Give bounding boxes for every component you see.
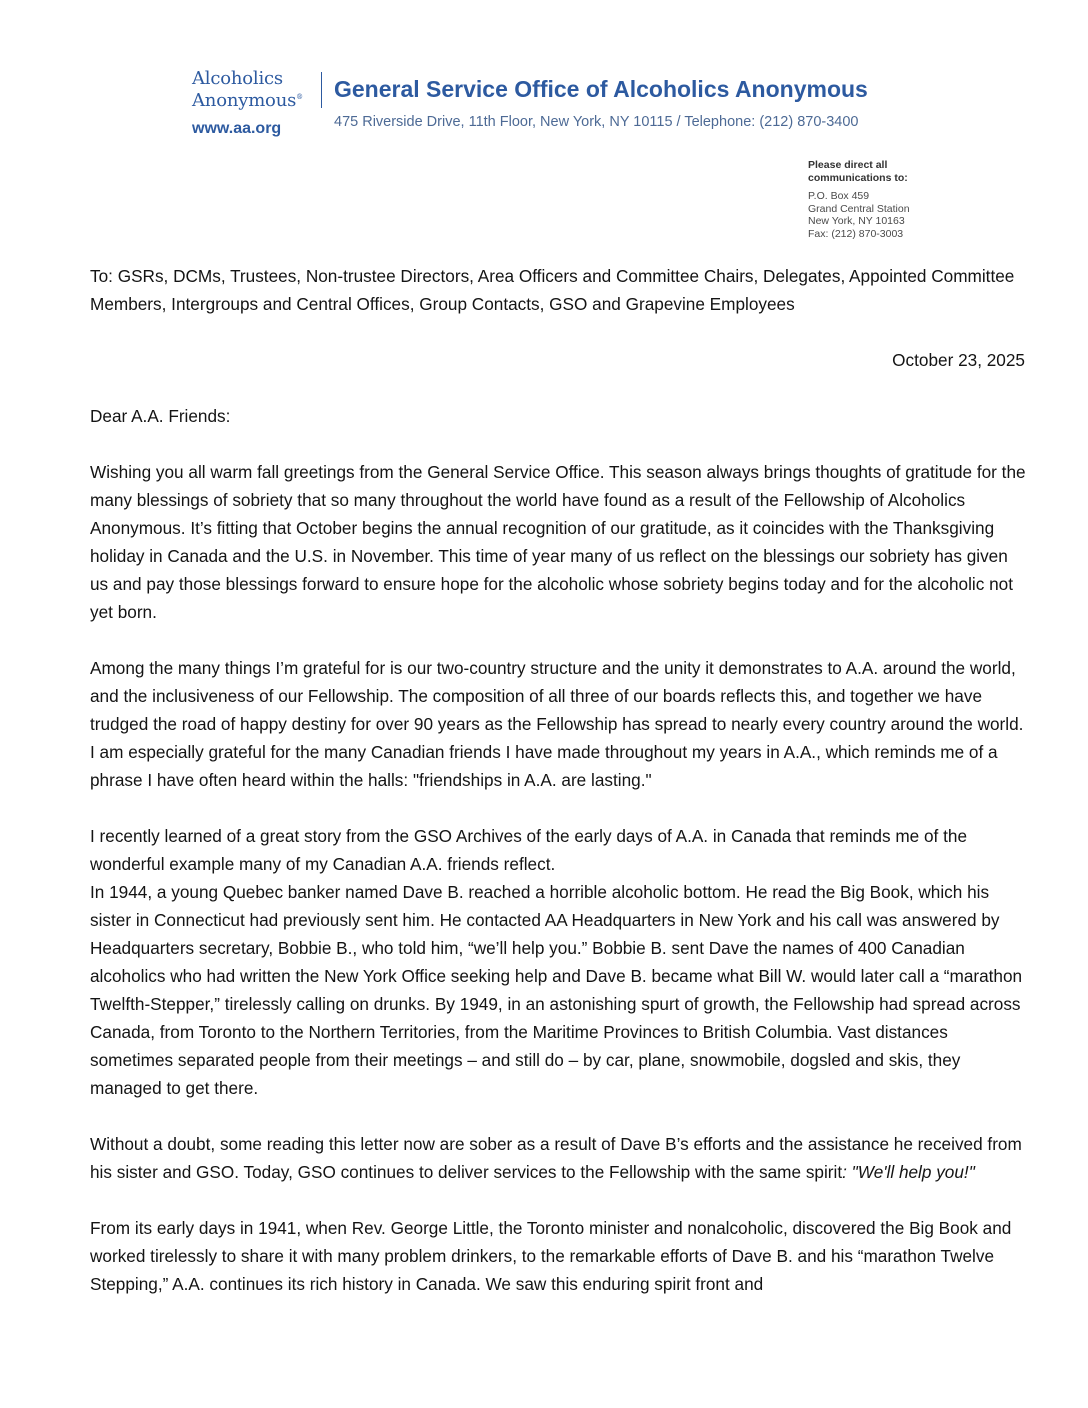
paragraph-5-quote: : "We'll help you!": [842, 1162, 975, 1182]
mailing-heading-line-1: Please direct all: [808, 159, 888, 171]
office-address: 475 Riverside Drive, 11th Floor, New York, NY 10115 / Telephone: (212) 870-3400: [334, 114, 859, 130]
mailing-heading-line-2: communications to:: [808, 172, 908, 184]
letterhead: [192, 70, 912, 150]
paragraph-3: I recently learned of a great story from the GSO Archives of the early days of A.A. in Canada that reminds me of the wonderful example many of my Canadian A.A. friends reflect.: [90, 826, 967, 874]
office-title: General Service Office of Alcoholics Anonymous: [334, 76, 868, 102]
letter-date: October 23, 2025: [892, 350, 1025, 370]
mailing-line: Fax: (212) 870-3003: [808, 227, 904, 240]
logo-line-1: Alcoholics: [192, 68, 283, 89]
paragraph-5: [90, 1130, 1030, 1186]
paragraph-4: In 1944, a young Quebec banker named Dave B. reached a horrible alcoholic bottom. He read the Big Book, which his sister in Connecticut had previously sent him. He contacted AA Headquarters in New York and his call was answered by Headquarters secretary, Bobbie B., who told him, “we’ll help you.” Bobbie B. sent Dave the names of 400 Canadian alcoholics who had written the New York Office seeking help and Dave B. became what Bill W. would later call a “marathon Twelfth-Stepper,” tirelessly calling on drunks. By 1949, in an astonishing spurt of growth, the Fellowship had spread across Canada, from Toronto to the Northern Territories, from the Maritime Provinces to British Columbia. Vast distances sometimes separated people from their meetings – and still do – by car, plane, snowmobile, dogsled and skis, they managed to get there.: [90, 882, 1023, 1098]
letterhead-divider: [321, 72, 322, 108]
salutation: Dear A.A. Friends:: [90, 406, 231, 426]
paragraph-1: Wishing you all warm fall greetings from the General Service Office. This season always brings thoughts of gratitude for the many blessings of sobriety that so many throughout the world have found as a result of the Fellowship of Alcoholics Anonymous. It’s fitting that October begins the annual recognition of our gratitude, as it coincides with the Thanksgiving holiday in Canada and the U.S. in November. This time of year many of us reflect on the blessings our sobriety has given us and pay those blessings forward to ensure hope for the alcoholic whose sobriety begins today and for the alcoholic not yet born.: [90, 462, 1026, 622]
aa-logo: [192, 70, 316, 138]
logo-line-2-text: Anonymous: [192, 90, 297, 111]
paragraph-5-text: Without a doubt, some reading this letter now are sober as a result of Dave B’s efforts and the assistance he received from his sister and GSO. Today, GSO continues to deliver services to the Fellowship with the same spirit: [90, 1134, 1022, 1182]
mailing-line: P.O. Box 459: [808, 190, 870, 202]
letter-body: [90, 262, 1030, 1298]
mailing-line: Grand Central Station: [808, 202, 910, 215]
mailing-address-block: [808, 159, 968, 240]
paragraph-2: Among the many things I’m grateful for is our two-country structure and the unity it demonstrates to A.A. around the world, and the inclusiveness of our Fellowship. The composition of all three of our boards reflects this, and together we have trudged the road of happy destiny for over 90 years as the Fellowship has spread to nearly every country around the world. I am especially grateful for the many Canadian friends I have made throughout my years in A.A., which reminds me of a phrase I have often heard within the halls: "friendships in A.A. are lasting.": [90, 658, 1024, 790]
logo-line-2: [192, 88, 316, 110]
mailing-heading: [808, 159, 968, 185]
registered-mark: ®: [296, 93, 303, 101]
website-link[interactable]: www.aa.org: [192, 120, 282, 137]
paragraph-6: From its early days in 1941, when Rev. George Little, the Toronto minister and nonalcoholic, discovered the Big Book and worked tirelessly to share it with many problem drinkers, to the remarkable efforts of Dave B. and his “marathon Twelve Stepping,” A.A. continues its rich history in Canada. We saw this enduring spirit front and: [90, 1218, 1012, 1294]
mailing-line: New York, NY 10163: [808, 215, 905, 227]
mailing-lines: [808, 190, 968, 240]
recipients-line: To: GSRs, DCMs, Trustees, Non-trustee Directors, Area Officers and Committee Chairs, Delegates, Appointed Committee Members, Intergroups and Central Offices, Group Contacts, GSO and Grapevine Employees: [90, 266, 1015, 314]
